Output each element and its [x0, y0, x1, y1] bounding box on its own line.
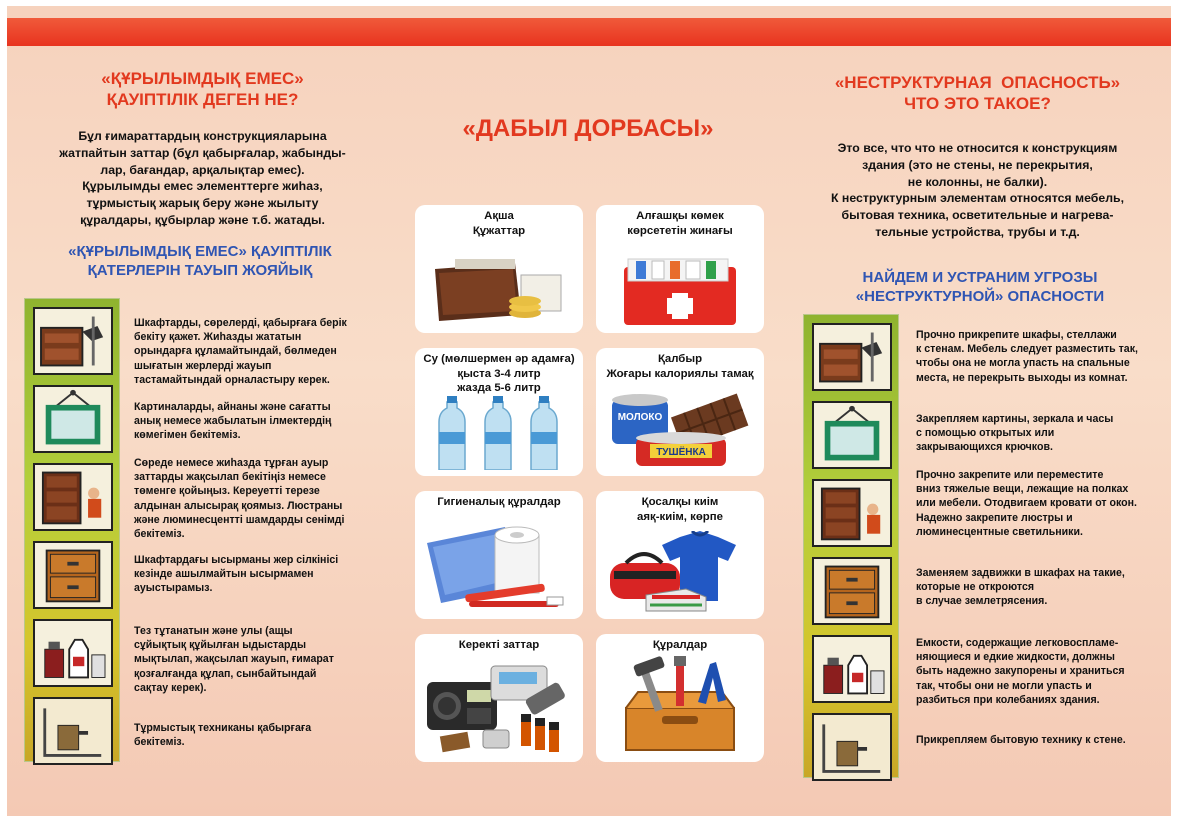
right-title	[795, 72, 1160, 114]
subtitle-line: ҚАТЕРЛЕРІН ТАУЫП ЖОЯЙЫҚ	[87, 262, 313, 279]
stew-can-label: ТУШЁНКА	[656, 447, 706, 458]
bottles-illustration	[812, 635, 892, 703]
card-label	[600, 209, 760, 238]
tip-line: Надежно закрепите люстры и	[916, 511, 1073, 524]
tip-line: анық немесе жабылатын ілмектердің	[134, 415, 332, 428]
picture-frame-illustration	[812, 401, 892, 469]
clothes-bag-icon	[606, 531, 754, 613]
card-water	[415, 348, 583, 476]
tip-line: сұйықтық құйылған ыдыстарды	[134, 639, 307, 652]
tip-line: Тез тұтанатын және улы (ащы	[134, 625, 293, 637]
tip-line: с помощью открытых или	[916, 427, 1055, 440]
tip-text	[134, 553, 369, 596]
tip-line: тастамайтындай орналастыру керек.	[134, 373, 330, 386]
card-label	[419, 352, 579, 396]
intro-line: К неструктурным элементам относятся мебель,	[830, 191, 1125, 206]
left-title-line: ҚАУІПТІЛІК ДЕГЕН НЕ?	[106, 90, 299, 109]
card-label	[600, 352, 760, 381]
left-subtitle	[30, 242, 370, 280]
tip-line: Тұрмыстық техниканы қабырғаға	[134, 722, 312, 734]
card-label-line: көрсететін жинағы	[627, 224, 733, 237]
card-label-line: Құралдар	[652, 639, 708, 651]
canned-food-icon	[606, 386, 754, 470]
intro-line: тұрмыстық жарық беру және жылыту	[86, 196, 319, 211]
card-label-line: аяқ-киім, көрпе	[637, 510, 723, 523]
first-aid-kit-icon	[606, 249, 754, 327]
intro-line: Это все, что что не относится к конструкциям	[837, 141, 1118, 155]
illustration-strip-left	[24, 298, 120, 762]
tip-line: төменге қойыңыз. Кереуетті терезе	[134, 485, 320, 498]
card-label	[600, 638, 760, 653]
intro-line: тельные устройства, трубы и т.д.	[875, 224, 1080, 239]
card-label	[600, 495, 760, 524]
intro-line: Бұл ғимараттардың конструкцияларына	[78, 129, 327, 143]
tip-line: Картиналарды, айнаны және сағатты	[134, 401, 331, 413]
tip-line: Прочно закрепите или переместите	[916, 469, 1104, 481]
tip-line: к стенам. Мебель следует разместить так,	[916, 343, 1138, 356]
drawer-illustration	[33, 541, 113, 609]
card-label	[419, 638, 579, 653]
toolbox-icon	[606, 656, 754, 756]
left-title-line: «ҚҰРЫЛЫМДЫҚ ЕМЕС»	[101, 69, 304, 88]
tip-line: бекітеміз.	[134, 528, 185, 541]
tip-text	[916, 733, 1156, 747]
card-label-line: Алғашқы көмек	[636, 210, 724, 222]
card-label-line: Гигиеналық құралдар	[437, 496, 561, 508]
card-canned-food	[596, 348, 764, 476]
card-label	[419, 209, 579, 238]
picture-frame-illustration	[33, 385, 113, 453]
tip-line: Прочно прикрепите шкафы, стеллажи	[916, 329, 1117, 341]
tip-text	[134, 721, 369, 749]
wall-appliance-illustration	[812, 713, 892, 781]
right-intro	[795, 140, 1160, 241]
cabinet-person-illustration	[33, 463, 113, 531]
tip-line: места, не перекрыть выходы из комнат.	[916, 371, 1128, 384]
intro-line: здания (это не стены, не перекрытия,	[862, 157, 1093, 172]
tip-text	[134, 400, 369, 443]
subtitle-line: «ҚҰРЫЛЫМДЫҚ ЕМЕС» ҚАУІПТІЛІК	[68, 243, 332, 260]
intro-line: бытовая техника, осветительные и нагрева-	[841, 208, 1114, 223]
tip-line: шығатын жерлерді жауып	[134, 359, 272, 372]
left-intro	[25, 128, 380, 229]
card-money-documents	[415, 205, 583, 333]
tip-line: бекітеміз.	[134, 736, 185, 749]
intro-line: құралдары, құбырлар және т.б. жатады.	[80, 212, 325, 227]
card-label-line: Жоғары калориялы тамақ	[606, 367, 754, 380]
tip-line: которые не откроются	[916, 581, 1035, 594]
tip-line: вниз тяжелые вещи, лежащие на полках	[916, 483, 1129, 496]
tip-line: бекіту қажет. Жиһазды жататын	[134, 331, 302, 344]
right-title-line: ЧТО ЭТО ТАКОЕ?	[904, 94, 1051, 113]
right-title-line: «НЕСТРУКТУРНАЯ ОПАСНОСТЬ»	[834, 73, 1121, 92]
tip-text	[916, 566, 1156, 609]
tip-line: алдынан алысырақ қоямыз. Люстраны	[134, 499, 343, 512]
tip-line: көмегімен бекітеміз.	[134, 429, 241, 442]
tip-text	[916, 328, 1156, 385]
shelf-illustration	[33, 307, 113, 375]
tip-line: Шкафтарды, сөрелерді, қабырғаға берік	[134, 317, 347, 329]
card-clothes	[596, 491, 764, 619]
tip-text	[134, 316, 369, 387]
card-useful-items	[415, 634, 583, 762]
top-red-bar	[7, 18, 1171, 46]
illustration-strip-right	[803, 314, 899, 778]
tip-line: ауыстырамыз.	[134, 582, 213, 595]
tip-line: закрывающихся крючков.	[916, 441, 1053, 454]
tip-line: қозғалғанда құлап, сынбайтындай	[134, 667, 317, 680]
card-label-line: жазда 5-6 литр	[457, 382, 541, 395]
tip-line: сақтау керек).	[134, 681, 207, 694]
wallet-icon	[425, 249, 573, 327]
tip-line: в случае землетрясения.	[916, 595, 1048, 608]
tip-line: или мебели. Отодвигаем кровати от окон.	[916, 497, 1137, 510]
left-title	[40, 68, 365, 110]
subtitle-line: НАЙДЕМ И УСТРАНИМ УГРОЗЫ	[862, 269, 1098, 286]
tip-line: мықтылап, жақсылап жауып, ғимарат	[134, 653, 334, 666]
water-bottles-icon	[425, 396, 573, 470]
tip-line: Емкости, содержащие легковоспламе-	[916, 637, 1119, 649]
tip-line: кезінде ашылмайтын ысырмамен	[134, 568, 314, 581]
tip-line: быть надежно закупорены и храниться	[916, 665, 1125, 678]
bottles-illustration	[33, 619, 113, 687]
card-hygiene	[415, 491, 583, 619]
tip-text	[134, 456, 369, 541]
card-tools	[596, 634, 764, 762]
tip-line: Прикрепляем бытовую технику к стене.	[916, 734, 1126, 746]
card-label-line: Су (мөлшермен әр адамға)	[423, 353, 575, 365]
milk-can-label: МОЛОКО	[617, 412, 663, 423]
tip-line: няющиеся и едкие жидкости, должны	[916, 651, 1115, 664]
card-label-line: Ақша	[484, 210, 514, 222]
toilet-paper-icon	[425, 513, 573, 613]
drawer-illustration	[812, 557, 892, 625]
tip-text	[916, 468, 1156, 539]
card-label-line: Керекті заттар	[458, 639, 540, 651]
card-label-line: Қалбыр	[657, 353, 703, 365]
tip-text	[916, 636, 1156, 707]
tip-line: так, чтобы они не могли упасть и	[916, 679, 1092, 692]
wall-appliance-illustration	[33, 697, 113, 765]
center-title: «ДАБЫЛ ДОРБАСЫ»	[462, 115, 714, 142]
intro-line: жатпайтын заттар (бұл қабырғалар, жабынды-	[59, 145, 346, 160]
shelf-illustration	[812, 323, 892, 391]
intro-line: лар, бағандар, арқалықтар емес).	[100, 162, 305, 177]
tip-line: Сөреде немесе жиһазда тұрған ауыр	[134, 457, 329, 469]
intro-line: не колонны, не балки).	[907, 174, 1048, 189]
tip-line: заттарды жақсылап бекітіңіз немесе	[134, 471, 326, 484]
card-label-line: Қосалқы киім	[641, 496, 719, 508]
tip-line: орындарға құламайтындай, бөлмеден	[134, 345, 337, 358]
intro-line: Құрылымды емес элементтерге жиһаз,	[82, 179, 323, 194]
radio-flashlight-icon	[425, 660, 573, 756]
tip-text	[134, 624, 369, 695]
tip-line: разбиться при колебаниях здания.	[916, 693, 1100, 706]
card-label	[419, 495, 579, 510]
card-label-line: Құжаттар	[472, 224, 526, 237]
card-first-aid	[596, 205, 764, 333]
card-label-line: қыста 3-4 литр	[457, 367, 541, 380]
tip-line: люминесцентные светильники.	[916, 525, 1083, 538]
tip-line: Закрепляем картины, зеркала и часы	[916, 413, 1114, 425]
tip-line: Шкафтардағы ысырманы жер сілкінісі	[134, 554, 339, 566]
cabinet-person-illustration	[812, 479, 892, 547]
tip-text	[916, 412, 1156, 455]
tip-line: Заменяем задвижки в шкафах на такие,	[916, 567, 1125, 579]
tip-line: чтобы она не могла упасть на спальные	[916, 357, 1130, 370]
tip-line: және люминесцентті шамдарды сенімді	[134, 513, 345, 526]
right-subtitle	[815, 268, 1145, 306]
subtitle-line: «НЕСТРУКТУРНОЙ» ОПАСНОСТИ	[855, 288, 1105, 305]
